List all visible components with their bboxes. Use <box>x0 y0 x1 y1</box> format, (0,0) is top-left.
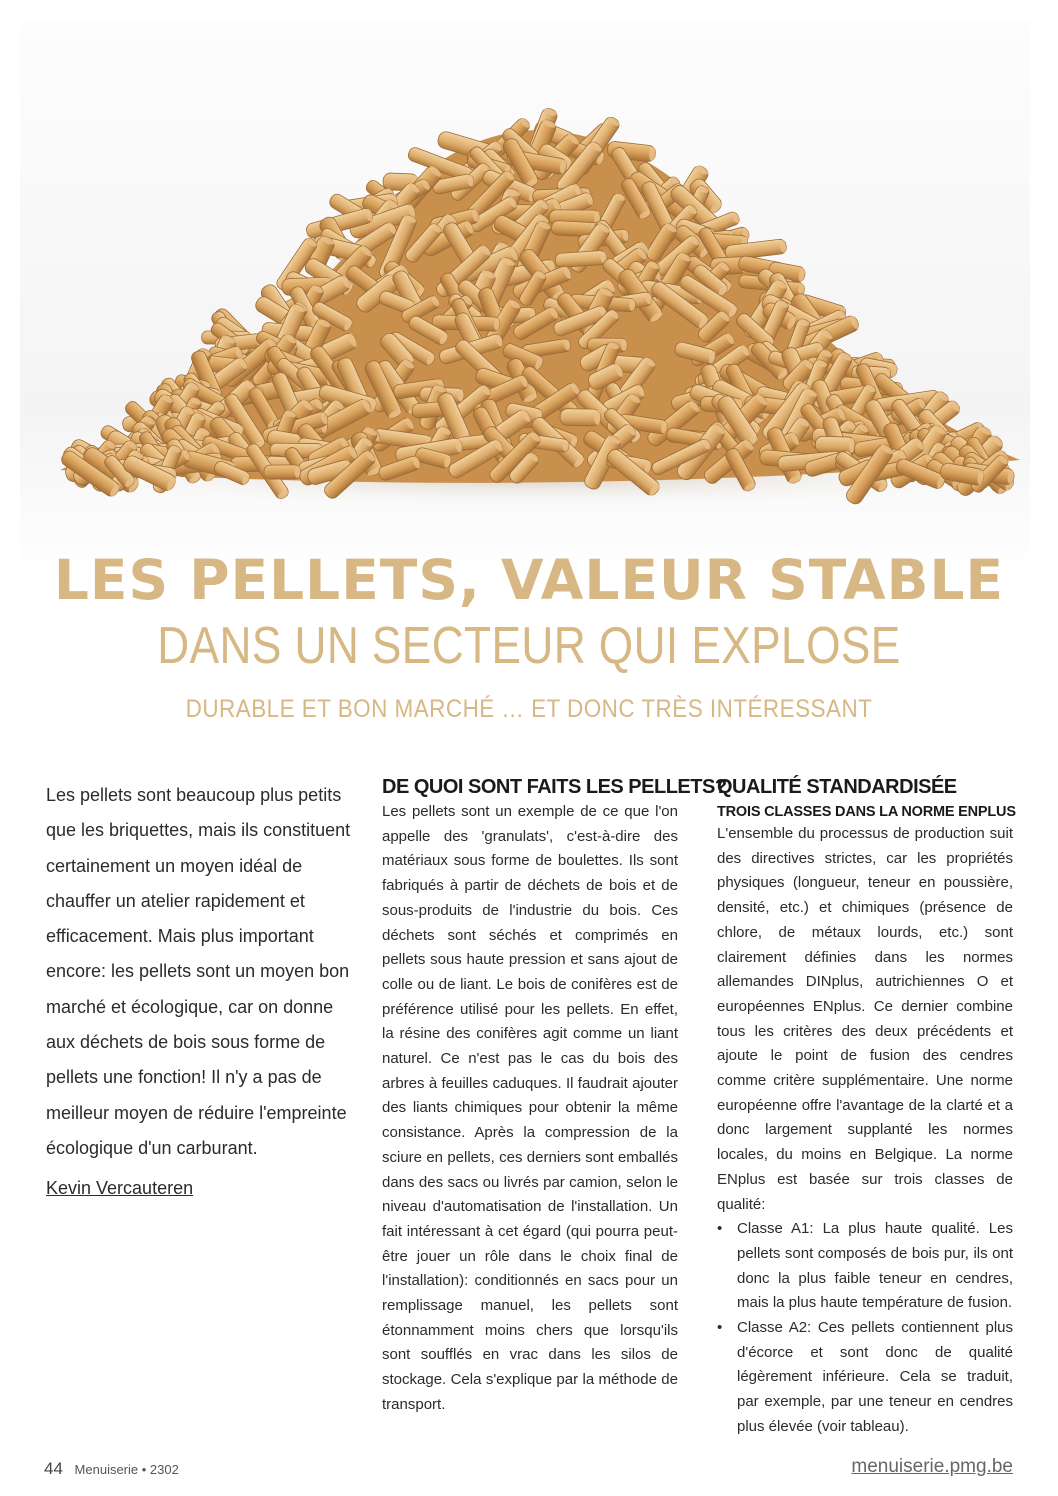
list-item: • Classe A1: La plus haute qualité. Les pellets sont composés de bois pur, ils ont donc la plus faible teneur en cendres, mais la plus haute température de fusion. <box>737 1217 1013 1316</box>
pellet <box>264 465 301 479</box>
article-subtitle: DANS UN SECTEUR QUI EXPLOSE <box>157 617 901 675</box>
section-body-quality: L'ensemble du processus de production suit des directives strictes, car les propriétés physiques (longueur, teneur en poussière, densité, etc.) et chimiques (présence de chlore, de métaux lourds, etc.) sont clairement définies dans les normes allemandes DINplus, autrichiennes O et européennes ENplus. Ce dernier combine tous les critères des deux précédents et ajoute le point de fusion des cendres comme critère supplémentaire. Une norme européenne offre l'avantage de la clarté et a donc largement supplanté les normes locales, du moins en Belgique. La norme ENplus est basée sur trois classes de qualité: <box>717 825 1013 1213</box>
magazine-issue: Menuiserie • 2302 <box>74 1462 179 1477</box>
pellet <box>555 250 607 268</box>
intro-paragraph: Les pellets sont beaucoup plus petits que les briquettes, mais ils constituent certainement un moyen idéal de chauffer un atelier rapidement et efficacement. Mais plus important encore: les pellets sont un moyen bon marché et écologique, car on donne aux déchets de bois sous forme de pellets une fonction! Il n'y a pas de meilleur moyen de réduire l'empreinte écologique d'un carburant. <box>46 785 351 1158</box>
section-heading-quality: QUALITÉ STANDARDISÉE <box>717 776 957 798</box>
website-link[interactable]: menuiserie.pmg.be <box>851 1456 1013 1477</box>
quality-class-list <box>717 1217 1013 1439</box>
article-tagline: DURABLE ET BON MARCHÉ … ET DONC TRÈS INTÉRESSANT <box>185 695 873 723</box>
footer-page-info <box>44 1459 179 1479</box>
pellet-pile-illustration <box>20 20 1030 580</box>
section-heading-composition: DE QUOI SONT FAITS LES PELLETS? <box>382 776 727 798</box>
section-body-composition: Les pellets sont un exemple de ce que l'on appelle des 'granulats', c'est-à-dire des matériaux sous forme de boulettes. Ils sont fabriqués à partir de déchets de bois et de sous-produits de l'industrie du bois. Ces déchets sont séchés et comprimés en pellets sous haute pression et sans ajout de colle ou de liant. Le bois de conifères est de préférence utilisé pour les pellets. En effet, la résine des conifères agit comme un liant naturel. Ce n'est pas le cas du bois des arbres à feuilles caduques. Il faudrait ajouter des liants chimiques pour obtenir la même consistance. Après la compression de la sciure en pellets, ces derniers sont emballés dans des sacs ou livrés par camion, selon le niveau d'automatisation de l'installation. Un fait intéressant à cet égard (qui pourra peut-être jouer un rôle dans le choix final de l'installation): conditionnés en sacs pour un remplissage manuel, les pellets sont étonnamment moins chers que lorsqu'ils sont soufflés en vrac dans les silos de stockage. Cela s'explique par la méthode de transport. <box>382 803 678 1413</box>
page-number: 44 <box>44 1459 63 1478</box>
list-item: • Classe A2: Ces pellets contiennent plus d'écorce et sont donc de qualité légèrement inférieure. Cela se traduit, par exemple, par une teneur en cendres plus élevée (voir tableau). <box>737 1316 1013 1440</box>
article-title: LES PELLETS, VALEUR STABLE <box>53 548 1005 612</box>
column-quality <box>717 774 1016 1440</box>
column-composition <box>382 774 727 1418</box>
author-name: Kevin Vercauteren <box>46 1178 194 1198</box>
pellet <box>560 409 601 426</box>
hero-image-wood-pellets <box>20 20 1030 580</box>
section-subheading-quality: TROIS CLASSES DANS LA NORME ENPLUS <box>717 804 1016 820</box>
